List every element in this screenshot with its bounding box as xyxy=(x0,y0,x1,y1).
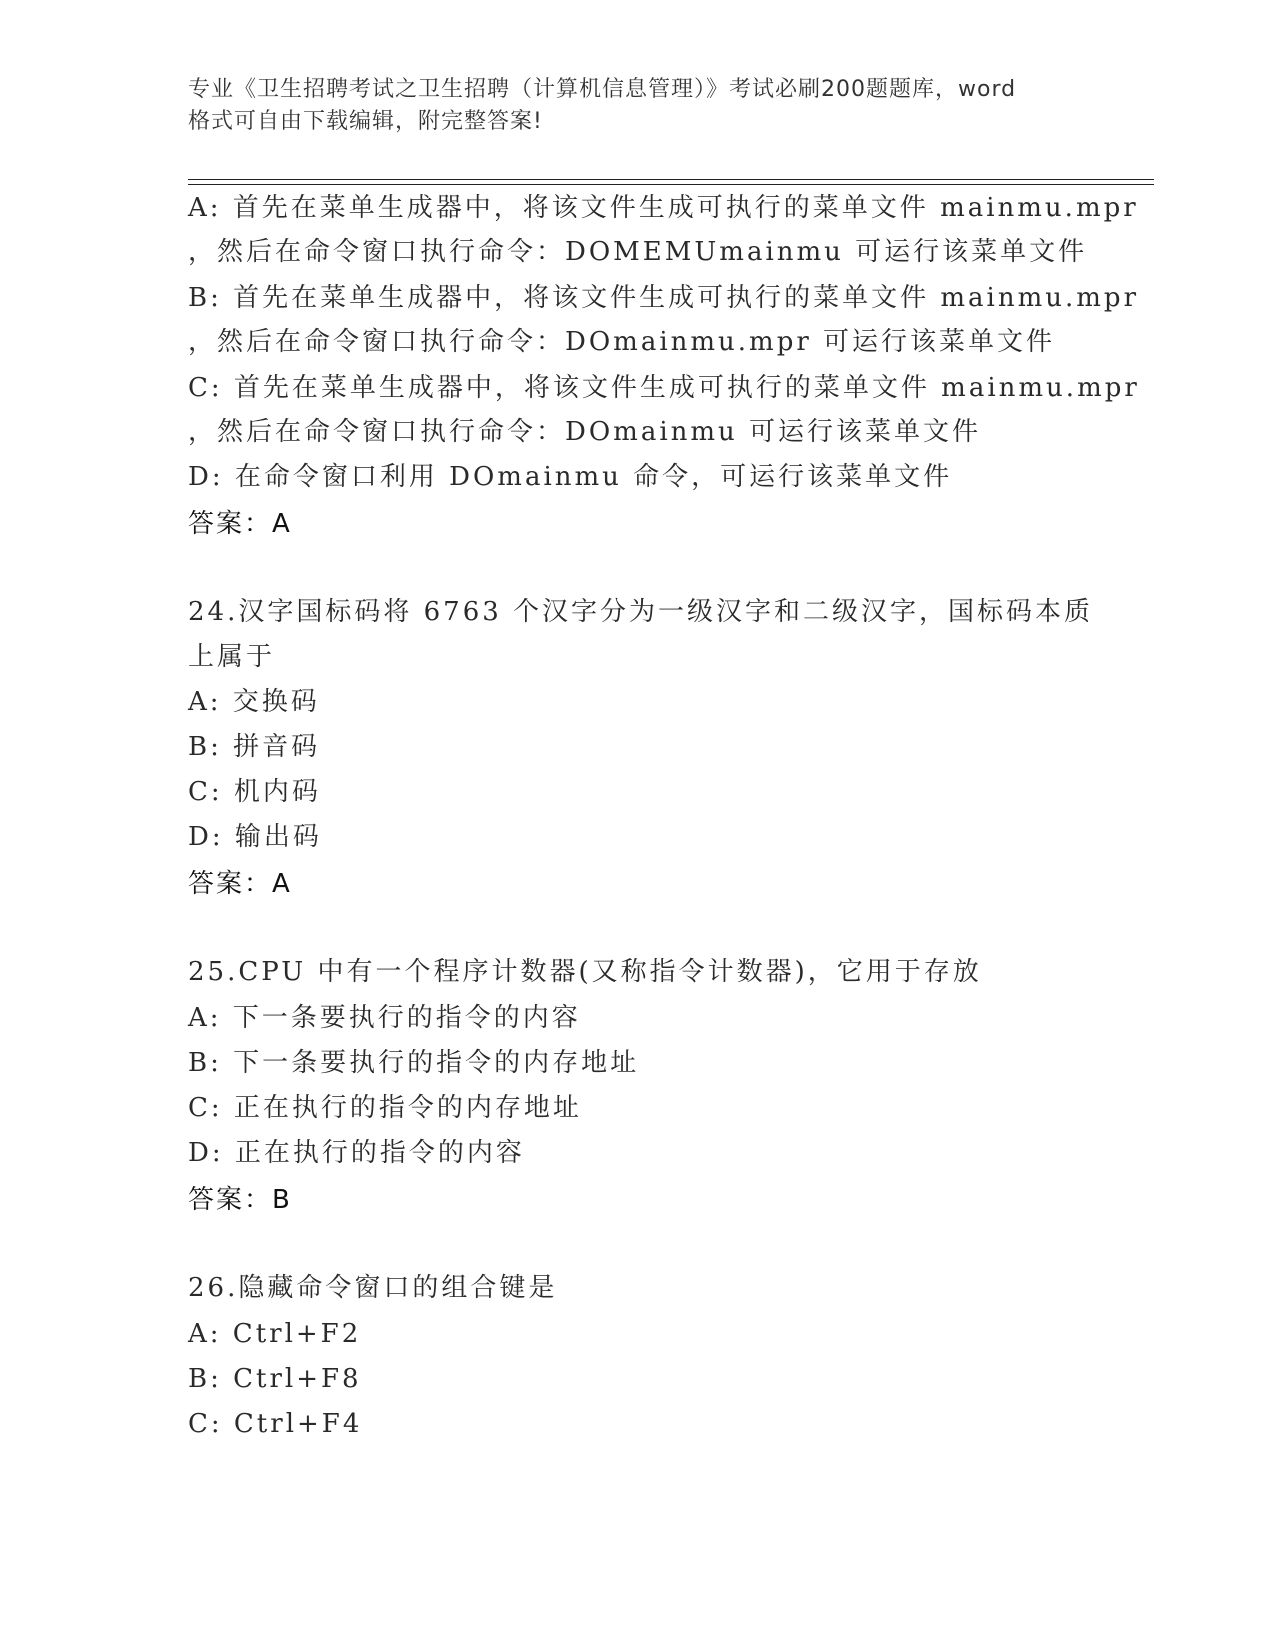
q23-answer: 答案：A xyxy=(188,509,292,539)
header-divider-bottom xyxy=(188,184,1154,185)
q23-option-c-line-2: ，然后在命令窗口执行命令：DOmainmu 可运行该菜单文件 xyxy=(188,417,982,447)
q24-answer: 答案：A xyxy=(188,869,292,899)
q23-option-c-line-1: C: 首先在菜单生成器中，将该文件生成可执行的菜单文件 mainmu.mpr xyxy=(188,373,1140,403)
header-divider-top xyxy=(188,179,1154,180)
q23-option-d: D: 在命令窗口利用 DOmainmu 命令，可运行该菜单文件 xyxy=(188,462,953,492)
q24-question-line-2: 上属于 xyxy=(188,642,276,672)
q24-option-d: D: 输出码 xyxy=(188,822,322,852)
q26-option-b: B: Ctrl+F8 xyxy=(188,1364,362,1394)
q26-question: 26.隐藏命令窗口的组合键是 xyxy=(188,1273,558,1303)
q24-option-a: A: 交换码 xyxy=(188,687,320,717)
q23-option-b-line-2: ，然后在命令窗口执行命令：DOmainmu.mpr 可运行该菜单文件 xyxy=(188,327,1056,357)
q23-option-b-line-1: B: 首先在菜单生成器中，将该文件生成可执行的菜单文件 mainmu.mpr xyxy=(188,283,1140,313)
document-header xyxy=(188,74,1088,138)
q25-question: 25.CPU 中有一个程序计数器(又称指令计数器)，它用于存放 xyxy=(188,957,982,987)
q24-question-line-1: 24.汉字国标码将 6763 个汉字分为一级汉字和二级汉字，国标码本质 xyxy=(188,597,1094,627)
q25-option-a: A: 下一条要执行的指令的内容 xyxy=(188,1003,581,1033)
q25-option-b: B: 下一条要执行的指令的内存地址 xyxy=(188,1048,640,1078)
q24-option-b: B: 拼音码 xyxy=(188,732,321,762)
q23-option-a-line-1: A: 首先在菜单生成器中，将该文件生成可执行的菜单文件 mainmu.mpr xyxy=(188,193,1139,223)
header-title-line-1: 专业《卫生招聘考试之卫生招聘（计算机信息管理）》考试必刷200题题库，word xyxy=(188,77,1017,102)
header-title-line-2: 格式可自由下载编辑，附完整答案! xyxy=(188,109,543,134)
q25-option-c: C: 正在执行的指令的内存地址 xyxy=(188,1093,582,1123)
q25-option-d: D: 正在执行的指令的内容 xyxy=(188,1138,525,1168)
q26-option-a: A: Ctrl+F2 xyxy=(188,1319,362,1349)
q24-option-c: C: 机内码 xyxy=(188,777,321,807)
q25-answer: 答案：B xyxy=(188,1185,292,1215)
q26-option-c: C: Ctrl+F4 xyxy=(188,1409,363,1439)
q23-option-a-line-2: ，然后在命令窗口执行命令：DOMEMUmainmu 可运行该菜单文件 xyxy=(188,237,1088,267)
